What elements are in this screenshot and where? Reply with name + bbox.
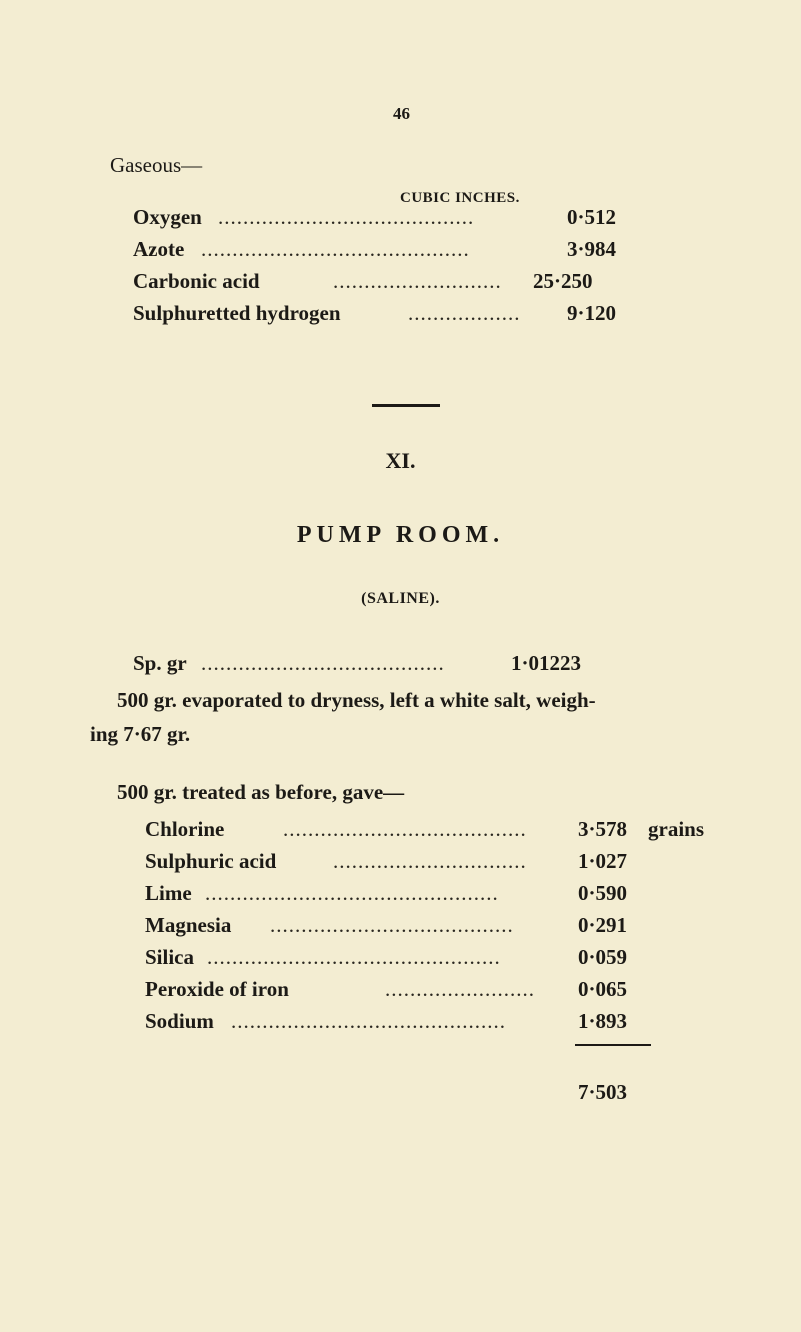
specific-gravity-row xyxy=(133,648,653,678)
leader-dots: ........................................... xyxy=(201,237,470,261)
leader-dots: ....................................... xyxy=(270,913,514,937)
table-row xyxy=(133,266,653,296)
grains-unit: grains xyxy=(648,817,705,841)
gas-label: Carbonic acid xyxy=(133,269,260,293)
constituent-value: 0·291 xyxy=(578,913,628,937)
total-value: 7·503 xyxy=(578,1080,628,1104)
gas-value: 0·512 xyxy=(567,205,617,229)
constituent-label: Sodium xyxy=(145,1009,214,1033)
constituent-label: Silica xyxy=(145,945,195,969)
leader-dots: .................. xyxy=(408,301,521,325)
leader-dots: ............................................... xyxy=(207,945,501,969)
evaporation-text-line1: 500 gr. evaporated to dryness, left a white salt, weigh- xyxy=(117,688,596,712)
treated-heading: 500 gr. treated as before, gave— xyxy=(117,780,405,804)
section-title: PUMP ROOM. xyxy=(296,522,505,548)
constituent-label: Sulphuric acid xyxy=(145,849,277,873)
table-row xyxy=(145,846,665,876)
leader-dots: ............................... xyxy=(333,849,527,873)
table-row xyxy=(133,234,653,264)
constituent-label: Chlorine xyxy=(145,817,225,841)
gas-label: Azote xyxy=(133,237,185,261)
leader-dots: ............................................... xyxy=(205,881,499,905)
gas-value: 3·984 xyxy=(567,237,617,261)
gaseous-heading: Gaseous— xyxy=(110,153,203,177)
evaporation-text-line2: ing 7·67 gr. xyxy=(90,722,191,746)
constituent-label: Peroxide of iron xyxy=(145,977,289,1001)
leader-dots: ......................................... xyxy=(218,205,475,229)
cubic-inches-unit: CUBIC INCHES. xyxy=(400,190,520,206)
sp-gr-label: Sp. gr xyxy=(133,651,187,675)
table-row xyxy=(145,1006,665,1036)
constituent-label: Magnesia xyxy=(145,913,232,937)
leader-dots: ........................... xyxy=(333,269,502,293)
gas-value: 9·120 xyxy=(567,301,617,325)
constituent-value: 3·578 xyxy=(578,817,628,841)
constituent-value: 0·590 xyxy=(578,881,628,905)
table-row xyxy=(145,974,665,1004)
sp-gr-value: 1·01223 xyxy=(511,651,582,675)
leader-dots: ........................ xyxy=(385,977,535,1001)
table-row xyxy=(145,942,665,972)
section-divider xyxy=(372,404,440,407)
table-row xyxy=(145,910,665,940)
sum-rule xyxy=(575,1044,651,1046)
constituent-value: 1·027 xyxy=(578,849,628,873)
gas-label: Sulphuretted hydrogen xyxy=(133,301,341,325)
constituent-value: 1·893 xyxy=(578,1009,628,1033)
section-subtitle: (SALINE). xyxy=(361,590,440,607)
leader-dots: ....................................... xyxy=(201,651,445,675)
constituent-value: 0·065 xyxy=(578,977,628,1001)
leader-dots: ....................................... xyxy=(283,817,527,841)
leader-dots: ............................................ xyxy=(231,1009,506,1033)
gas-value: 25·250 xyxy=(533,269,593,293)
table-row xyxy=(133,298,653,328)
table-row xyxy=(133,202,653,232)
constituent-label: Lime xyxy=(145,881,192,905)
section-number: XI. xyxy=(385,448,416,473)
page-number: 46 xyxy=(393,104,410,123)
constituent-value: 0·059 xyxy=(578,945,628,969)
table-row xyxy=(145,814,801,844)
gas-label: Oxygen xyxy=(133,205,202,229)
table-row xyxy=(145,878,665,908)
